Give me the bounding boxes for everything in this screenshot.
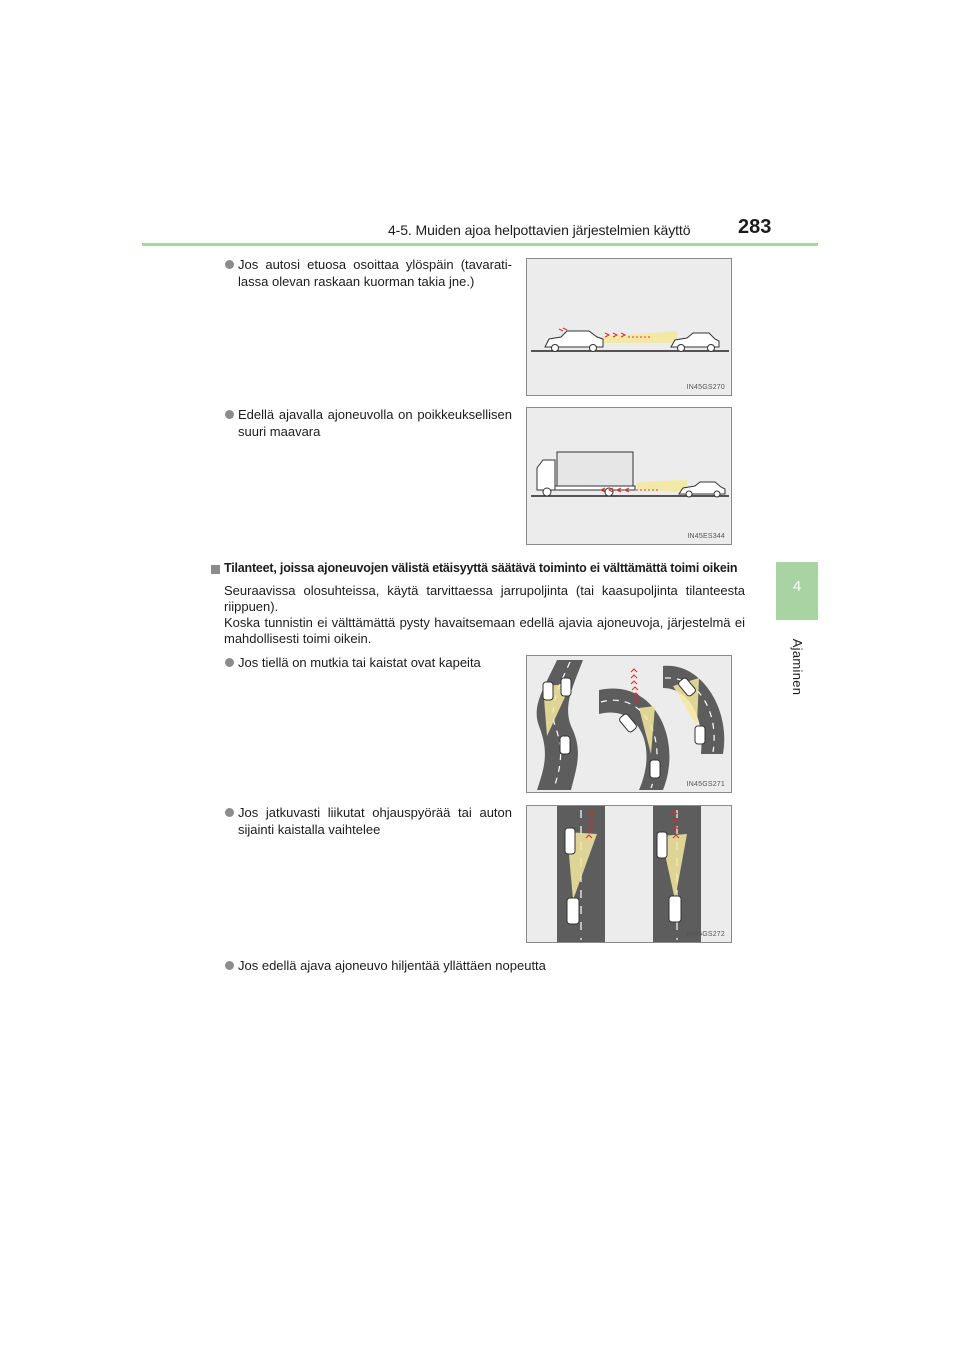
chapter-tab-number: 4 <box>792 578 802 595</box>
figure-code: IN45GS272 <box>686 931 725 938</box>
figure-raised-front <box>526 258 732 396</box>
bullet-text: Jos tiellä on mutkia tai kaistat ovat kapeita <box>238 655 481 670</box>
figure-high-clearance <box>526 407 732 545</box>
bullet-item <box>238 256 512 290</box>
figure-lane-position <box>526 805 732 943</box>
illustration-curved-roads <box>527 656 732 793</box>
bullet-text: Edellä ajavalla ajoneuvolla on poikkeuksellisen suuri maavara <box>238 407 512 439</box>
bullet-text: Jos jatkuvasti liikutat ohjauspyörää tai auton sijainti kaistalla vaihtelee <box>238 805 512 837</box>
section-paragraph-2: Koska tunnistin ei välttämättä pysty havaitsemaan edellä ajavia ajoneuvoja, järjestelmä ei mahdollisesti toimi oikein. <box>224 615 745 646</box>
bullet-item <box>238 957 658 974</box>
illustration-lane-drift <box>527 806 732 943</box>
bullet-dot-icon <box>225 260 234 269</box>
bullet-dot-icon <box>225 961 234 970</box>
bullet-dot-icon <box>225 658 234 667</box>
header-title: 4-5. Muiden ajoa helpottavien järjestelmien käyttö <box>388 222 691 238</box>
figure-code: IN45GS271 <box>686 781 725 788</box>
illustration-raised-front <box>527 259 732 396</box>
bullet-item <box>238 804 512 838</box>
bullet-dot-icon <box>225 808 234 817</box>
section-heading: Tilanteet, joissa ajoneuvojen välistä etäisyyttä säätävä toiminto ei välttämättä toimi oikein <box>224 561 738 575</box>
bullet-item <box>238 406 512 440</box>
figure-code: IN45GS270 <box>686 384 725 391</box>
bullet-text: Jos autosi etuosa osoittaa ylöspäin (tavarati-lassa olevan raskaan kuorman takia jne.) <box>238 257 512 289</box>
section-paragraph-1: Seuraavissa olosuhteissa, käytä tarvittaessa jarrupoljinta (tai kaasupoljinta tilanteesta riippuen). <box>224 583 745 614</box>
header-rule <box>142 243 818 246</box>
figure-code: IN45ES344 <box>687 533 725 540</box>
bullet-dot-icon <box>225 410 234 419</box>
figure-curves <box>526 655 732 793</box>
bullet-text: Jos edellä ajava ajoneuvo hiljentää yllättäen nopeutta <box>238 958 546 973</box>
section-marker-icon <box>211 565 220 574</box>
page-number: 283 <box>738 216 772 238</box>
bullet-item <box>238 654 512 671</box>
illustration-truck <box>527 408 732 545</box>
chapter-tab-label: Ajaminen <box>790 638 805 696</box>
